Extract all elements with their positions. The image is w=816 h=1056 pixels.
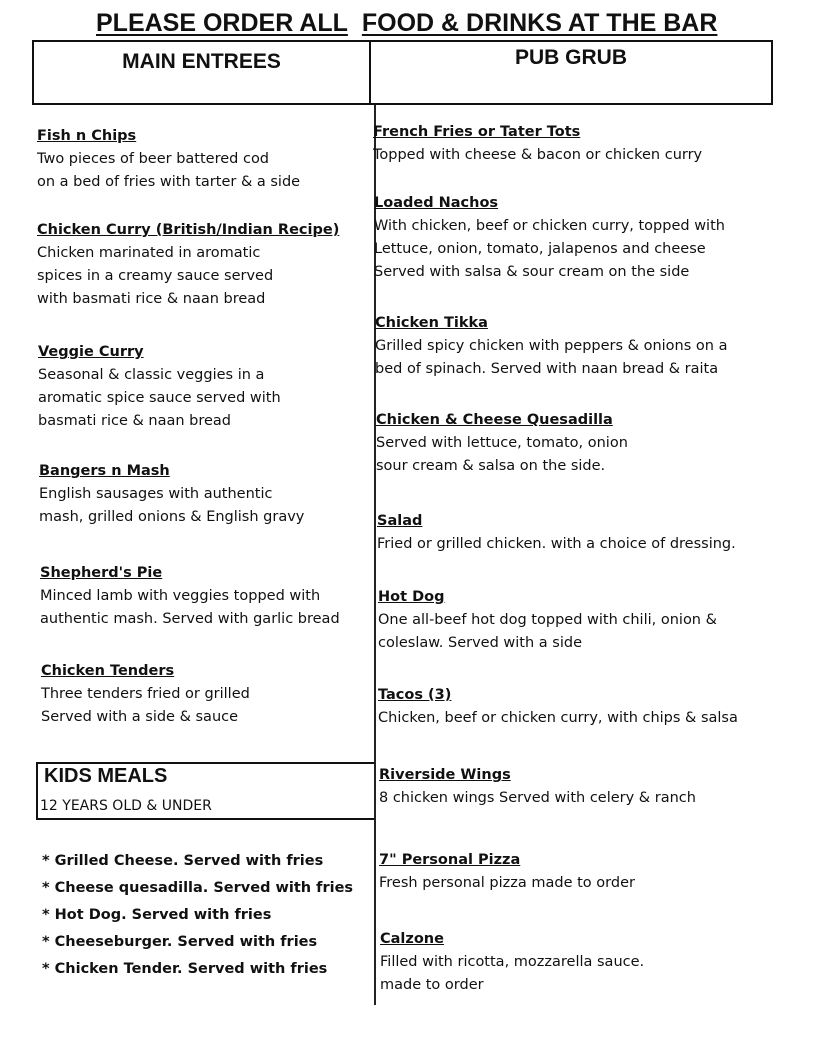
item-description: Two pieces of beer battered cod on a bed of fries with tarter & a side	[37, 151, 301, 190]
item-name: Loaded Nachos	[374, 195, 499, 211]
kids-meals-subtitle: 12 YEARS OLD & UNDER	[40, 798, 212, 814]
item-name: Salad	[377, 513, 423, 529]
menu-item	[41, 660, 250, 729]
pub-grub-heading: PUB GRUB	[514, 46, 627, 69]
item-name: Hot Dog	[378, 589, 445, 605]
menu-item	[374, 192, 725, 284]
menu-item	[39, 460, 304, 529]
menu-item	[378, 586, 717, 655]
item-name: Chicken Tikka	[375, 315, 488, 331]
item-description: Fresh personal pizza made to order	[379, 875, 635, 891]
item-description: Seasonal & classic veggies in a aromatic spice sauce served with basmati rice & naan bread	[38, 367, 281, 429]
item-description: Topped with cheese & bacon or chicken curry	[373, 147, 703, 163]
item-description: One all-beef hot dog topped with chili, onion & coleslaw. Served with a side	[378, 612, 717, 651]
banner-part-1: PLEASE ORDER ALL	[96, 9, 348, 37]
kids-meals-title: KIDS MEALS	[44, 765, 168, 787]
kids-meal-item: * Hot Dog. Served with fries	[42, 907, 272, 923]
item-description: Minced lamb with veggies topped with authentic mash. Served with garlic bread	[40, 588, 340, 627]
item-description: 8 chicken wings Served with celery & ranch	[379, 790, 696, 806]
item-description: Filled with ricotta, mozzarella sauce. made to order	[380, 954, 645, 993]
item-description: Chicken, beef or chicken curry, with chips & salsa	[378, 710, 738, 726]
item-name: 7" Personal Pizza	[379, 852, 521, 868]
item-name: Veggie Curry	[38, 344, 144, 360]
menu-item	[37, 219, 339, 311]
item-description: Three tenders fried or grilled Served with a side & sauce	[41, 686, 250, 725]
menu-item	[379, 849, 635, 895]
menu-item	[38, 341, 281, 433]
menu-item	[40, 562, 340, 631]
item-description: With chicken, beef or chicken curry, topped with Lettuce, onion, tomato, jalapenos and cheese Served with salsa & sour cream on the side	[374, 218, 725, 280]
item-name: Chicken & Cheese Quesadilla	[376, 412, 613, 428]
item-name: Riverside Wings	[379, 767, 511, 783]
menu-item	[378, 684, 738, 730]
kids-meal-item: * Cheeseburger. Served with fries	[42, 934, 318, 950]
item-name: Chicken Tenders	[41, 663, 175, 679]
item-description: English sausages with authentic mash, grilled onions & English gravy	[39, 486, 305, 525]
menu-item	[380, 928, 644, 997]
item-name: Shepherd's Pie	[40, 565, 163, 581]
menu-item	[375, 312, 727, 381]
item-description: Grilled spicy chicken with peppers & onions on a bed of spinach. Served with naan bread & raita	[375, 338, 728, 377]
item-description: Fried or grilled chicken. with a choice of dressing.	[377, 536, 736, 552]
item-name: Calzone	[380, 931, 444, 947]
kids-meal-item: * Cheese quesadilla. Served with fries	[42, 880, 354, 896]
item-name: French Fries or Tater Tots	[373, 124, 581, 140]
kids-meal-item: * Grilled Cheese. Served with fries	[42, 853, 324, 869]
kids-meals-list	[42, 850, 353, 985]
item-description: Chicken marinated in aromatic spices in a creamy sauce served with basmati rice & naan bread	[37, 245, 274, 307]
item-name: Fish n Chips	[37, 128, 137, 144]
menu-item	[377, 510, 736, 556]
item-name: Chicken Curry (British/Indian Recipe)	[37, 222, 340, 238]
menu-item	[373, 121, 702, 167]
menu-item	[37, 125, 300, 194]
main-entrees-heading: MAIN ENTREES	[122, 50, 281, 73]
kids-meal-item: * Chicken Tender. Served with fries	[42, 961, 328, 977]
item-name: Tacos (3)	[378, 687, 452, 703]
menu-item	[376, 409, 628, 478]
item-description: Served with lettuce, tomato, onion sour cream & salsa on the side.	[376, 435, 628, 474]
banner-part-2: FOOD & DRINKS AT THE BAR	[361, 9, 718, 37]
item-name: Bangers n Mash	[39, 463, 170, 479]
menu-item	[379, 764, 696, 810]
order-banner	[96, 8, 756, 38]
